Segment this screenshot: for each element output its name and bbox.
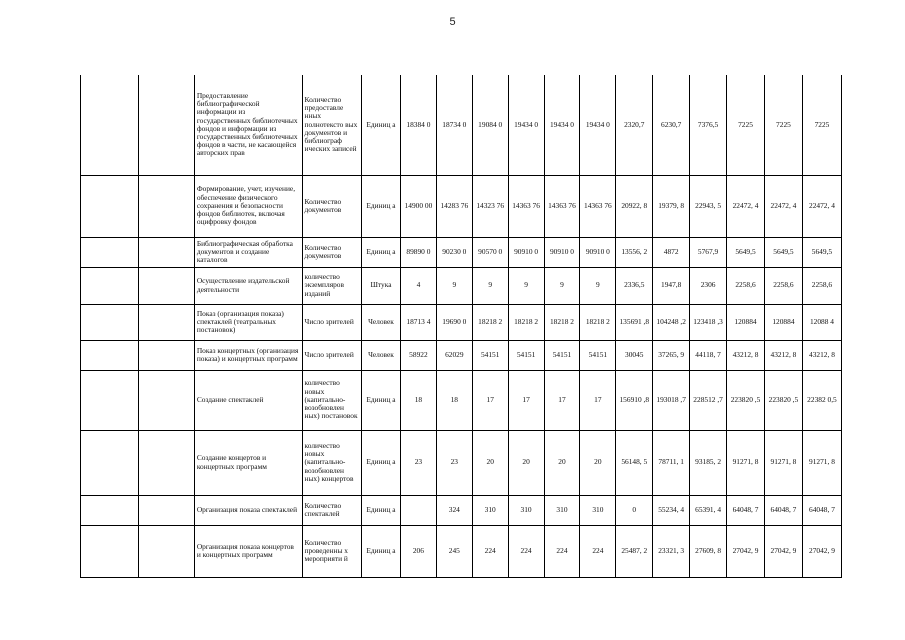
value-cell: 123418 ,3: [690, 304, 727, 340]
value-cell: 18713 4: [400, 304, 436, 340]
value-cell: 27042, 9: [727, 525, 765, 577]
value-cell: 310: [508, 495, 544, 525]
service-name-cell: Библиографическая обработка документов и создание каталогов: [194, 237, 302, 267]
value-cell: 120884: [764, 304, 802, 340]
table-body: [81, 75, 842, 577]
value-cell: 54151: [544, 340, 580, 370]
value-cell: 18218 2: [580, 304, 616, 340]
value-cell: 310: [580, 495, 616, 525]
unit-cell: Единиц а: [362, 75, 401, 175]
value-cell: 7225: [802, 75, 841, 175]
value-cell: 9: [508, 267, 544, 304]
value-cell: 224: [544, 525, 580, 577]
value-cell: 37265, 9: [653, 340, 690, 370]
unit-cell: Единиц а: [362, 495, 401, 525]
value-cell: 1947,8: [653, 267, 690, 304]
value-cell: 223820 ,5: [727, 370, 765, 430]
value-cell: 224: [508, 525, 544, 577]
value-cell: 120884: [727, 304, 765, 340]
unit-cell: Человек: [362, 304, 401, 340]
value-cell: 7225: [764, 75, 802, 175]
value-cell: 20922, 8: [616, 175, 653, 237]
indicator-cell: количество новых (капитально-возобновлен ных) постановок: [302, 370, 361, 430]
value-cell: 23: [436, 430, 472, 495]
value-cell: 18218 2: [544, 304, 580, 340]
value-cell: 5649,5: [727, 237, 765, 267]
table-row: [81, 175, 842, 237]
value-cell: 224: [580, 525, 616, 577]
value-cell: 5649,5: [802, 237, 841, 267]
value-cell: 91271, 8: [802, 430, 841, 495]
value-cell: 13556, 2: [616, 237, 653, 267]
value-cell: 43212, 8: [802, 340, 841, 370]
value-cell: 18: [436, 370, 472, 430]
value-cell: 89890 0: [400, 237, 436, 267]
value-cell: 17: [580, 370, 616, 430]
unit-cell: Единиц а: [362, 370, 401, 430]
unit-cell: Единиц а: [362, 430, 401, 495]
empty-cell: [139, 75, 194, 175]
value-cell: 18218 2: [508, 304, 544, 340]
value-cell: 104248 ,2: [653, 304, 690, 340]
value-cell: 27042, 9: [764, 525, 802, 577]
value-cell: 90570 0: [472, 237, 508, 267]
value-cell: 14900 00: [400, 175, 436, 237]
value-cell: 20: [580, 430, 616, 495]
unit-cell: Человек: [362, 340, 401, 370]
value-cell: 5649,5: [764, 237, 802, 267]
empty-cell: [81, 370, 139, 430]
value-cell: 90230 0: [436, 237, 472, 267]
value-cell: 9: [580, 267, 616, 304]
empty-cell: [139, 304, 194, 340]
table-row: [81, 267, 842, 304]
value-cell: 2320,7: [616, 75, 653, 175]
indicator-cell: Число зрителей: [302, 304, 361, 340]
service-name-cell: Создание концертов и концертных программ: [194, 430, 302, 495]
value-cell: 228512 ,7: [690, 370, 727, 430]
value-cell: 19084 0: [472, 75, 508, 175]
service-name-cell: Осуществление издательской деятельности: [194, 267, 302, 304]
value-cell: 64048, 7: [727, 495, 765, 525]
value-cell: 56148, 5: [616, 430, 653, 495]
value-cell: 310: [544, 495, 580, 525]
empty-cell: [139, 267, 194, 304]
value-cell: 245: [436, 525, 472, 577]
empty-cell: [81, 75, 139, 175]
unit-cell: Единиц а: [362, 237, 401, 267]
value-cell: 91271, 8: [727, 430, 765, 495]
value-cell: 22472, 4: [764, 175, 802, 237]
value-cell: 4872: [653, 237, 690, 267]
value-cell: 9: [472, 267, 508, 304]
value-cell: 19434 0: [544, 75, 580, 175]
empty-cell: [81, 175, 139, 237]
table-row: [81, 75, 842, 175]
value-cell: 93185, 2: [690, 430, 727, 495]
table-row: [81, 525, 842, 577]
value-cell: 54151: [580, 340, 616, 370]
unit-cell: Единиц а: [362, 525, 401, 577]
value-cell: 2258,6: [764, 267, 802, 304]
value-cell: 54151: [508, 340, 544, 370]
empty-cell: [139, 370, 194, 430]
value-cell: 7225: [727, 75, 765, 175]
value-cell: 14363 76: [580, 175, 616, 237]
value-cell: 310: [472, 495, 508, 525]
indicator-cell: Число зрителей: [302, 340, 361, 370]
value-cell: 20: [508, 430, 544, 495]
value-cell: 9: [436, 267, 472, 304]
value-cell: 7376,5: [690, 75, 727, 175]
value-cell: 44118, 7: [690, 340, 727, 370]
service-name-cell: Предоставление библиографической информации из государственных библиотечных фондов и информации из государственных библиотечных фондов в части, не касающейся авторских прав: [194, 75, 302, 175]
value-cell: 91271, 8: [764, 430, 802, 495]
value-cell: 30045: [616, 340, 653, 370]
indicators-table: [80, 75, 842, 578]
empty-cell: [139, 430, 194, 495]
value-cell: 206: [400, 525, 436, 577]
indicator-cell: количество новых (капитально-возобновлен ных) концертов: [302, 430, 361, 495]
value-cell: 14363 76: [544, 175, 580, 237]
indicator-cell: Количество документов: [302, 175, 361, 237]
value-cell: 20: [472, 430, 508, 495]
value-cell: 18: [400, 370, 436, 430]
value-cell: 90910 0: [544, 237, 580, 267]
value-cell: 43212, 8: [727, 340, 765, 370]
value-cell: 2258,6: [802, 267, 841, 304]
value-cell: 43212, 8: [764, 340, 802, 370]
value-cell: 17: [544, 370, 580, 430]
unit-cell: Штука: [362, 267, 401, 304]
indicator-cell: Количество проведенны х мероприяти й: [302, 525, 361, 577]
value-cell: 18734 0: [436, 75, 472, 175]
value-cell: 22472, 4: [802, 175, 841, 237]
value-cell: 25487, 2: [616, 525, 653, 577]
empty-cell: [81, 267, 139, 304]
value-cell: 23: [400, 430, 436, 495]
value-cell: 14323 76: [472, 175, 508, 237]
value-cell: 65391, 4: [690, 495, 727, 525]
value-cell: 2306: [690, 267, 727, 304]
value-cell: 17: [472, 370, 508, 430]
value-cell: 223820 ,5: [764, 370, 802, 430]
table-row: [81, 304, 842, 340]
value-cell: 62029: [436, 340, 472, 370]
value-cell: 2258,6: [727, 267, 765, 304]
value-cell: 23321, 3: [653, 525, 690, 577]
table-row: [81, 495, 842, 525]
page-number: 5: [449, 16, 456, 28]
value-cell: 55234, 4: [653, 495, 690, 525]
unit-cell: Единиц а: [362, 175, 401, 237]
value-cell: 2336,5: [616, 267, 653, 304]
value-cell: 5767,9: [690, 237, 727, 267]
value-cell: 19379, 8: [653, 175, 690, 237]
empty-cell: [81, 495, 139, 525]
value-cell: 14283 76: [436, 175, 472, 237]
service-name-cell: Показ концертных (организация показа) и концертных программ: [194, 340, 302, 370]
value-cell: 22943, 5: [690, 175, 727, 237]
value-cell: 193018 ,7: [653, 370, 690, 430]
value-cell: 90910 0: [508, 237, 544, 267]
service-name-cell: Показ (организация показа) спектаклей (театральных постановок): [194, 304, 302, 340]
empty-cell: [139, 495, 194, 525]
value-cell: 18384 0: [400, 75, 436, 175]
value-cell: 6230,7: [653, 75, 690, 175]
value-cell: 27609, 8: [690, 525, 727, 577]
indicator-cell: количество экземпляров изданий: [302, 267, 361, 304]
table-row: [81, 237, 842, 267]
table-row: [81, 370, 842, 430]
value-cell: 19434 0: [508, 75, 544, 175]
value-cell: 12088 4: [802, 304, 841, 340]
value-cell: 90910 0: [580, 237, 616, 267]
value-cell: 17: [508, 370, 544, 430]
value-cell: 224: [472, 525, 508, 577]
value-cell: 64048, 7: [764, 495, 802, 525]
empty-cell: [139, 237, 194, 267]
table-row: [81, 340, 842, 370]
empty-cell: [139, 175, 194, 237]
value-cell: 27042, 9: [802, 525, 841, 577]
value-cell: 324: [436, 495, 472, 525]
value-cell: 20: [544, 430, 580, 495]
empty-cell: [139, 525, 194, 577]
service-name-cell: Создание спектаклей: [194, 370, 302, 430]
value-cell: 135691 ,8: [616, 304, 653, 340]
indicator-cell: Количество спектаклей: [302, 495, 361, 525]
empty-cell: [81, 340, 139, 370]
table-row: [81, 430, 842, 495]
value-cell: 22472, 4: [727, 175, 765, 237]
value-cell: 64048, 7: [802, 495, 841, 525]
value-cell: 22382 0,5: [802, 370, 841, 430]
empty-cell: [81, 304, 139, 340]
value-cell: 4: [400, 267, 436, 304]
value-cell: 156910 ,8: [616, 370, 653, 430]
value-cell: 54151: [472, 340, 508, 370]
indicator-cell: Количество документов: [302, 237, 361, 267]
service-name-cell: Организация показа концертов и концертных программ: [194, 525, 302, 577]
empty-cell: [81, 525, 139, 577]
value-cell: 58922: [400, 340, 436, 370]
value-cell: 18218 2: [472, 304, 508, 340]
empty-cell: [81, 237, 139, 267]
value-cell: 78711, 1: [653, 430, 690, 495]
value-cell: 0: [616, 495, 653, 525]
empty-cell: [81, 430, 139, 495]
value-cell: 19690 0: [436, 304, 472, 340]
empty-cell: [139, 340, 194, 370]
value-cell: 19434 0: [580, 75, 616, 175]
service-name-cell: Организация показа спектаклей: [194, 495, 302, 525]
value-cell: [400, 495, 436, 525]
value-cell: 9: [544, 267, 580, 304]
table-container: [80, 75, 842, 578]
service-name-cell: Формирование, учет, изучение, обеспечение физического сохранения и безопасности фондов библиотек, включая оцифровку фондов: [194, 175, 302, 237]
indicator-cell: Количество предоставле нных полнотексто вых документов и библиограф ических записей: [302, 75, 361, 175]
value-cell: 14363 76: [508, 175, 544, 237]
